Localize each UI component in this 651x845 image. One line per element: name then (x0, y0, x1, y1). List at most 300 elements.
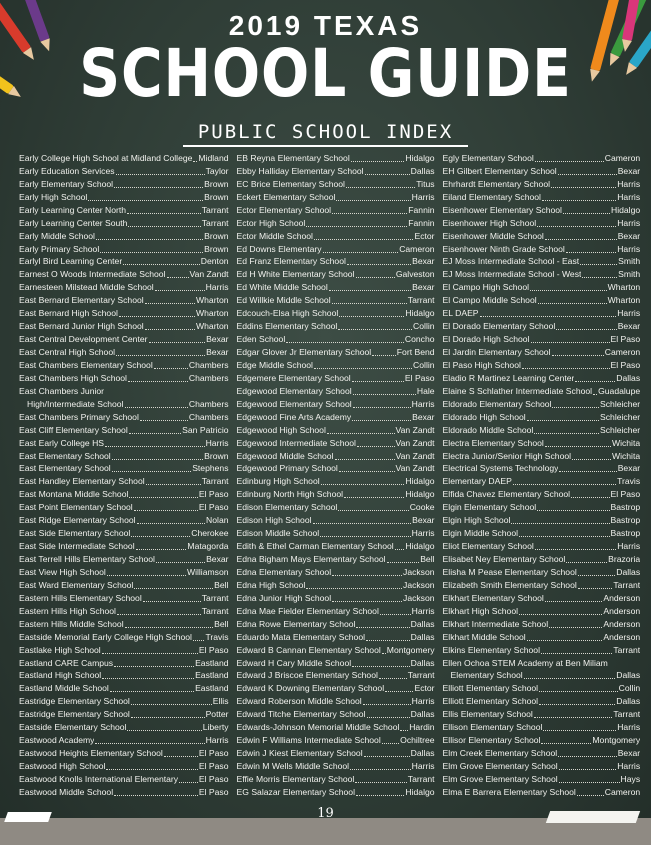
county-name: Hays (620, 773, 641, 784)
school-name: Ed White Middle School (236, 282, 328, 293)
county-name: Tarrant (201, 605, 229, 616)
index-entry (443, 385, 641, 398)
school-name: Eastern Hills Elementary School (19, 592, 142, 603)
index-entry (237, 268, 435, 281)
school-name: Edison High School (236, 515, 312, 526)
index-entry (237, 191, 435, 204)
index-entry (19, 682, 229, 695)
dot-leader (129, 433, 181, 434)
county-name: Tarrant (201, 204, 229, 215)
county-name: Anderson (603, 631, 641, 642)
dot-leader (545, 446, 611, 447)
index-entry (237, 398, 435, 411)
index-entry (443, 398, 641, 411)
school-name: Edward J Briscoe Elementary School (236, 670, 378, 681)
dot-leader (146, 484, 201, 485)
county-name: Dallas (616, 670, 641, 681)
county-name: Wharton (196, 295, 229, 306)
school-name: East View High School (19, 566, 106, 577)
index-entry (19, 708, 229, 721)
school-name: Elaine S Schlather Intermediate School (442, 385, 593, 396)
county-name: Chambers (188, 398, 229, 409)
county-name: El Paso (198, 644, 229, 655)
county-name: Potter (205, 709, 229, 720)
dot-leader (480, 316, 617, 317)
dot-leader (578, 575, 615, 576)
dot-leader (96, 239, 203, 240)
dot-leader (387, 562, 420, 563)
index-entry (237, 708, 435, 721)
index-entry (443, 230, 641, 243)
index-entry (19, 514, 229, 527)
school-name: East Chambers Junior (19, 385, 105, 396)
school-name: Ehrhardt Elementary School (442, 178, 551, 189)
index-entry (237, 553, 435, 566)
county-name: Cooke (409, 502, 435, 513)
index-entry (237, 346, 435, 359)
county-name: Brown (204, 243, 229, 254)
dot-leader (366, 640, 410, 641)
school-name: Eastwood Middle School (19, 786, 114, 797)
school-name: Edith & Ethel Carman Elementary School (236, 541, 394, 552)
index-entry (19, 411, 229, 424)
index-entry (19, 437, 229, 450)
school-name: Eiland Elementary School (442, 191, 541, 202)
county-name: Harris (617, 761, 641, 772)
school-name: Elementary School (450, 670, 523, 681)
school-name: Eastwood Heights Elementary School (19, 748, 163, 759)
index-entry (237, 657, 435, 670)
dot-leader (327, 433, 395, 434)
county-name: Hardin (409, 722, 435, 733)
county-name: Anderson (603, 605, 641, 616)
dot-leader (352, 420, 411, 421)
county-name: Anderson (603, 618, 641, 629)
school-name: Eastland High School (19, 670, 102, 681)
dot-leader (572, 459, 611, 460)
school-name: Edgewood Fine Arts Academy (236, 411, 352, 422)
county-name: Midland (198, 152, 229, 163)
dot-leader (332, 575, 402, 576)
school-name: Elisabet Ney Elementary School (442, 554, 566, 565)
school-name: Eastlake High School (19, 644, 101, 655)
index-entry (443, 566, 641, 579)
index-entry (443, 786, 641, 799)
school-name: Eastwood Knolls International Elementary (19, 773, 179, 784)
dot-leader (537, 226, 616, 227)
dot-leader (534, 433, 599, 434)
page-title: SCHOOL GUIDE (79, 35, 572, 112)
school-name: Eisenhower Middle School (442, 230, 544, 241)
county-name: Travis (205, 631, 229, 642)
dot-leader (131, 717, 205, 718)
school-name: Edna High School (236, 579, 306, 590)
county-name: El Paso (198, 773, 229, 784)
school-name: Elkhart Middle School (442, 631, 526, 642)
index-entry (443, 670, 641, 683)
county-name: Schleicher (600, 411, 641, 422)
county-name: Cameron (604, 347, 641, 358)
dot-leader (558, 756, 617, 757)
school-name: El Jardin Elementary School (442, 347, 551, 358)
county-name: Liberty (202, 722, 229, 733)
index-entry (237, 747, 435, 760)
index-entry (237, 514, 435, 527)
index-entry (19, 320, 229, 333)
index-entry (443, 294, 641, 307)
dot-leader (127, 213, 201, 214)
dot-leader (580, 264, 617, 265)
county-name: Eastland (195, 657, 229, 668)
school-name: Early Elementary School (19, 178, 114, 189)
county-name: Tarrant (613, 579, 641, 590)
school-name: East Chambers Elementary School (19, 359, 153, 370)
index-entry (19, 475, 229, 488)
school-name: East Chambers Primary School (19, 411, 139, 422)
dot-leader (357, 446, 395, 447)
school-name: Edinburg North High School (236, 489, 344, 500)
index-entry (443, 320, 641, 333)
dot-leader (95, 743, 204, 744)
county-name: Collin (618, 683, 641, 694)
index-entry (443, 359, 641, 372)
index-entry (443, 268, 641, 281)
county-name: Dallas (616, 372, 641, 383)
page-subtitle: PUBLIC SCHOOL INDEX (197, 121, 454, 143)
index-entry (19, 307, 229, 320)
dot-leader (313, 523, 412, 524)
county-name: Eastland (195, 670, 229, 681)
dot-leader (511, 523, 609, 524)
county-name: Harris (205, 437, 229, 448)
dot-leader (332, 213, 407, 214)
index-entry (443, 618, 641, 631)
dot-leader (131, 536, 190, 537)
county-name: Brown (204, 178, 229, 189)
county-name: Harris (411, 761, 435, 772)
school-name: East Chambers High School (19, 372, 127, 383)
county-name: Hidalgo (405, 152, 435, 163)
school-name: East Terrell Hills Elementary School (19, 554, 155, 565)
school-name: El Paso High School (442, 359, 521, 370)
index-entry (237, 786, 435, 799)
dot-leader (286, 342, 404, 343)
dot-leader (119, 316, 195, 317)
school-name: High/Intermediate School (27, 398, 124, 409)
school-name: Edward B Cannan Elementary School (236, 644, 381, 655)
index-entry (237, 605, 435, 618)
index-entry (443, 527, 641, 540)
index-entry (443, 372, 641, 385)
county-name: Bell (420, 554, 435, 565)
school-name: Edgemere Elementary School (236, 372, 351, 383)
dot-leader (356, 795, 404, 796)
county-name: Fannin (408, 204, 435, 215)
county-name: Chambers (188, 359, 229, 370)
dot-leader (114, 666, 194, 667)
index-entry (19, 217, 229, 230)
county-name: Concho (404, 334, 435, 345)
index-entry (443, 631, 641, 644)
index-entry (19, 294, 229, 307)
school-name: East Early College HS (19, 437, 105, 448)
school-name: Eldorado Middle School (442, 424, 534, 435)
school-name: Eduardo Mata Elementary School (236, 631, 366, 642)
county-name: El Paso (198, 502, 229, 513)
county-name: Harris (617, 217, 641, 228)
dot-leader (380, 614, 411, 615)
dot-leader (541, 743, 591, 744)
county-name: Schleicher (600, 424, 641, 435)
dot-leader (128, 226, 200, 227)
school-name: Early College High School at Midland College (19, 152, 193, 163)
index-entry (443, 501, 641, 514)
dot-leader (117, 614, 201, 615)
dot-leader (306, 588, 402, 589)
index-entry (19, 346, 229, 359)
school-name: Edgewood Elementary School (236, 385, 352, 396)
dot-leader (154, 368, 188, 369)
county-name: Harris (617, 178, 641, 189)
county-name: Wharton (196, 308, 229, 319)
dot-leader (552, 355, 604, 356)
school-name: El Dorado Elementary School (442, 321, 556, 332)
dot-leader (106, 769, 197, 770)
school-name: Eisenhower High School (442, 217, 537, 228)
index-entry (237, 618, 435, 631)
dot-leader (571, 497, 609, 498)
county-name: Van Zandt (395, 437, 435, 448)
dot-leader (155, 290, 205, 291)
county-name: Harris (411, 605, 435, 616)
index-entry (237, 540, 435, 553)
dot-leader (112, 471, 191, 472)
county-name: Bexar (206, 334, 229, 345)
index-column-1 (19, 152, 229, 802)
dot-leader (134, 588, 213, 589)
index-entry (19, 657, 229, 670)
index-entry (19, 734, 229, 747)
school-name: Elm Grove Elementary School (442, 761, 558, 772)
school-name: Edgewood Primary School (236, 463, 338, 474)
index-entry (237, 670, 435, 683)
county-name: Van Zandt (395, 463, 435, 474)
school-name: Edwin J Kiest Elementary School (236, 748, 363, 759)
dot-leader (539, 691, 618, 692)
index-entry (443, 553, 641, 566)
county-name: Chambers (188, 411, 229, 422)
county-name: Harris (617, 308, 641, 319)
county-name: Bell (214, 618, 229, 629)
school-name: EJ Moss Intermediate School - West (442, 269, 582, 280)
county-name: Dallas (616, 696, 641, 707)
county-name: Tarrant (201, 476, 229, 487)
index-entry (19, 644, 229, 657)
dot-leader (545, 239, 617, 240)
school-name: Ellisor Elementary School (442, 735, 541, 746)
school-name: East Bernard Elementary School (19, 295, 144, 306)
school-name: Edwin F Williams Intermediate School (236, 735, 381, 746)
school-name: Ector High School (236, 217, 306, 228)
dot-leader (513, 484, 616, 485)
school-name: Eisenhower Ninth Grade School (442, 243, 565, 254)
dot-leader (140, 420, 188, 421)
dot-leader (114, 187, 203, 188)
index-entry (237, 333, 435, 346)
school-name: Eckert Elementary School (236, 191, 336, 202)
index-entry (443, 514, 641, 527)
dot-leader (566, 252, 616, 253)
school-name: Elm Creek Elementary School (442, 748, 558, 759)
county-name: Taylor (205, 165, 229, 176)
school-name: Elfida Chavez Elementary School (442, 489, 571, 500)
index-entry (237, 372, 435, 385)
dot-leader (329, 290, 411, 291)
index-entry (237, 256, 435, 269)
county-name: Harris (617, 191, 641, 202)
county-name: El Paso (198, 748, 229, 759)
index-entry (19, 721, 229, 734)
dot-leader (339, 471, 395, 472)
school-name: Elisha M Pease Elementary School (442, 566, 577, 577)
school-name: EB Reyna Elementary School (236, 152, 350, 163)
dot-leader (336, 200, 410, 201)
dot-leader (314, 239, 414, 240)
dot-leader (552, 407, 599, 408)
dot-leader (128, 381, 188, 382)
dot-leader (332, 601, 402, 602)
index-entry (237, 411, 435, 424)
index-entry (19, 773, 229, 786)
school-name: Edgewood Middle School (236, 450, 334, 461)
school-name: East Point Elementary School (19, 502, 133, 513)
county-name: San Patricio (182, 424, 229, 435)
school-name: Eastern Hills Middle School (19, 618, 124, 629)
school-name: Ector Elementary School (236, 204, 332, 215)
county-name: Bell (214, 579, 229, 590)
school-name: Elgin High School (442, 515, 511, 526)
dot-leader (541, 653, 612, 654)
school-name: Elliott Elementary School (442, 696, 539, 707)
index-entry (443, 165, 641, 178)
index-entry (443, 424, 641, 437)
school-name: East Bernard Junior High School (19, 321, 144, 332)
school-name: East Side Intermediate School (19, 541, 135, 552)
county-name: Tarrant (613, 644, 641, 655)
school-name: East Elementary School (19, 450, 111, 461)
school-name: Elkhart Intermediate School (442, 618, 549, 629)
index-entry (443, 463, 641, 476)
school-name: Ebby Halliday Elementary School (236, 165, 364, 176)
index-entry (237, 204, 435, 217)
school-name: Ed Willkie Middle School (236, 295, 331, 306)
school-name: Elementary DAEP (442, 476, 512, 487)
dot-leader (400, 730, 408, 731)
index-entry (19, 165, 229, 178)
dot-leader (527, 420, 599, 421)
index-entry (19, 204, 229, 217)
school-name: El Campo High School (442, 282, 530, 293)
county-name: Wharton (196, 321, 229, 332)
county-name: Bexar (206, 554, 229, 565)
index-entry (443, 605, 641, 618)
dot-leader (321, 484, 405, 485)
county-name: Hidalgo (405, 786, 435, 797)
dot-leader (372, 355, 396, 356)
dot-leader (127, 730, 201, 731)
index-entry (19, 450, 229, 463)
dot-leader (395, 549, 405, 550)
school-name: Eastland CARE Campus (19, 657, 114, 668)
dot-leader (367, 717, 410, 718)
dot-leader (353, 407, 411, 408)
county-name: El Paso (198, 786, 229, 797)
school-name: Early High School (19, 191, 88, 202)
county-name: Montgomery (386, 644, 435, 655)
county-name: Brazoria (608, 554, 641, 565)
school-name: Egly Elementary School (442, 152, 534, 163)
index-entry (19, 385, 229, 398)
county-name: Bexar (206, 347, 229, 358)
dot-leader (542, 200, 616, 201)
school-name: Earnest O Woods Intermediate School (19, 269, 166, 280)
county-name: Denton (200, 256, 229, 267)
index-entry (237, 760, 435, 773)
school-name: Ellison Elementary School (442, 722, 543, 733)
school-name: Edward K Downing Elementary School (236, 683, 385, 694)
county-name: Dallas (410, 631, 435, 642)
county-name: Jackson (403, 579, 435, 590)
school-name: EL DAEP (442, 308, 479, 319)
index-entry (443, 579, 641, 592)
dot-leader (137, 523, 205, 524)
school-name: Eastridge Elementary School (19, 709, 130, 720)
county-name: Dallas (410, 748, 435, 759)
dot-leader (149, 342, 206, 343)
county-name: Dallas (410, 657, 435, 668)
school-name: Electra Junior/Senior High School (442, 450, 572, 461)
dot-leader (382, 743, 399, 744)
county-name: Williamson (186, 566, 229, 577)
dot-leader (145, 329, 195, 330)
dot-leader (102, 653, 198, 654)
dot-leader (100, 252, 203, 253)
dot-leader (338, 510, 408, 511)
index-entry (237, 527, 435, 540)
index-entry (19, 243, 229, 256)
index-entry (237, 385, 435, 398)
index-entry (237, 566, 435, 579)
county-name: Harris (617, 541, 641, 552)
county-name: Eastland (195, 683, 229, 694)
index-entry (443, 760, 641, 773)
school-name: Elkhart Elementary School (442, 592, 544, 603)
dot-leader (350, 769, 411, 770)
county-name: Tarrant (201, 592, 229, 603)
school-name: Early Education Services (19, 165, 115, 176)
index-entry (19, 230, 229, 243)
county-name: Bastrop (610, 528, 641, 539)
school-name: East Central Development Center (19, 334, 148, 345)
county-name: Cameron (604, 786, 641, 797)
county-name: Brown (204, 450, 229, 461)
county-name: Tarrant (407, 295, 435, 306)
dot-leader (116, 355, 205, 356)
index-entry (19, 579, 229, 592)
school-name: EC Brice Elementary School (236, 178, 345, 189)
index-entry (19, 463, 229, 476)
index-entry (19, 695, 229, 708)
